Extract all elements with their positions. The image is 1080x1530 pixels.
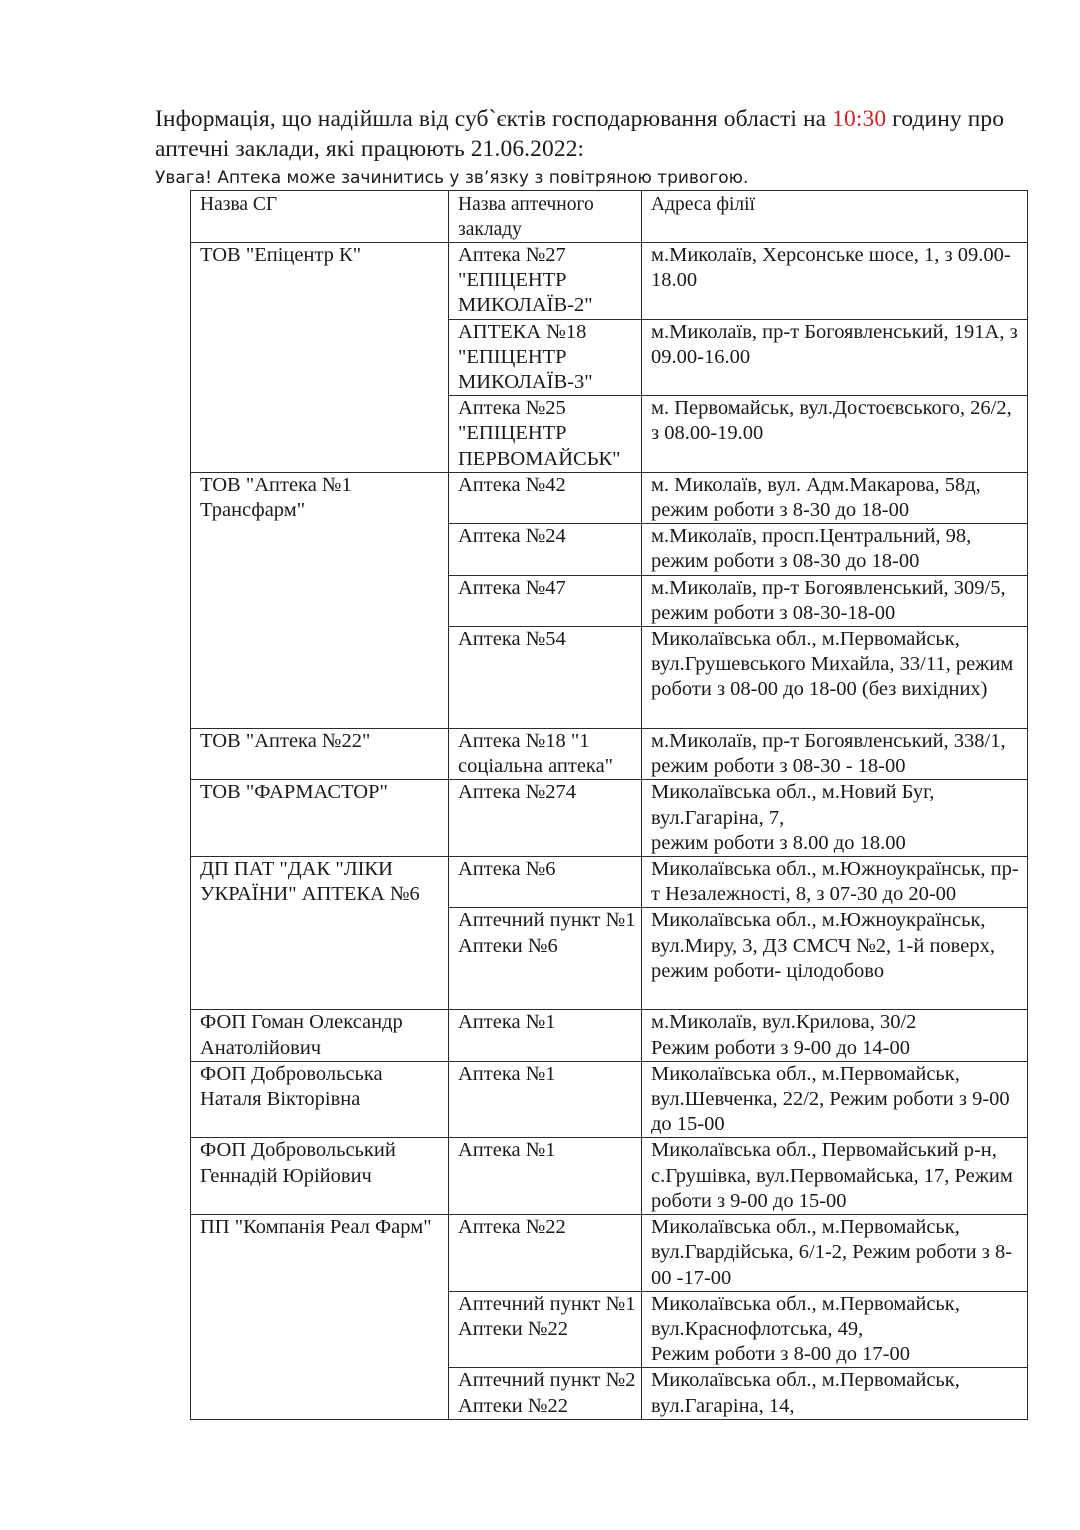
subject-name-cell: ПП "Компанія Реал Фарм" xyxy=(191,1215,449,1420)
subject-name-cell: ТОВ "Епіцентр К" xyxy=(191,243,449,473)
pharmacy-name-cell: Аптечний пункт №1 Аптеки №6 xyxy=(449,908,642,1010)
subject-name-cell: ТОВ "ФАРМАСТОР" xyxy=(191,780,449,857)
header-subject: Назва СГ xyxy=(191,191,449,243)
pharmacy-name-cell: Аптека №54 xyxy=(449,627,642,729)
branch-address-cell: Миколаївська обл., м.Новий Буг, вул.Гагаріна, 7, режим роботи з 8.00 до 18.00 xyxy=(642,780,1028,857)
branch-address-cell: м.Миколаїв, пр-т Богоявленський, 338/1, режим роботи з 08-30 - 18-00 xyxy=(642,729,1028,780)
table-row xyxy=(191,1138,1028,1215)
pharmacy-name-cell: Аптека №47 xyxy=(449,575,642,626)
table-row xyxy=(191,243,1028,320)
subject-name-cell: ТОВ "Аптека №1 Трансфарм" xyxy=(191,472,449,728)
table-row xyxy=(191,857,1028,908)
branch-address-cell: Миколаївська обл., м.Первомайськ, вул.Гагаріна, 14, xyxy=(642,1368,1028,1419)
pharmacy-name-cell: Аптека №24 xyxy=(449,524,642,575)
table-body xyxy=(191,243,1028,1420)
branch-address-cell: м.Миколаїв, пр-т Богоявленський, 309/5, режим роботи з 08-30-18-00 xyxy=(642,575,1028,626)
heading-time: 10:30 xyxy=(832,106,887,132)
branch-address-cell: м. Миколаїв, вул. Адм.Макарова, 58д, режим роботи з 8-30 до 18-00 xyxy=(642,472,1028,523)
branch-address-cell: м.Миколаїв, пр-т Богоявленський, 191А, з 09.00-16.00 xyxy=(642,319,1028,396)
table-row xyxy=(191,729,1028,780)
pharmacy-name-cell: Аптека №27 "ЕПІЦЕНТР МИКОЛАЇВ-2" xyxy=(449,243,642,320)
table-row xyxy=(191,1215,1028,1292)
branch-address-cell: Миколаївська обл., м.Первомайськ, вул.Гвардійська, 6/1-2, Режим роботи з 8-00 -17-00 xyxy=(642,1215,1028,1292)
branch-address-cell: м.Миколаїв, вул.Крилова, 30/2 Режим роботи з 9-00 до 14-00 xyxy=(642,1010,1028,1061)
heading-text-start: Інформація, що надійшла від суб`єктів господарювання області на xyxy=(155,106,833,132)
branch-address-cell: Миколаївська обл., м.Южноукраїнськ, вул.Миру, 3, ДЗ СМСЧ №2, 1-й поверх, режим роботи- цілодобово xyxy=(642,908,1028,1010)
heading-text-end: годину про аптечні заклади, які працюють 21.06.2022: xyxy=(155,106,1005,162)
branch-address-cell: Миколаївська обл., Первомайський р-н, с.Грушівка, вул.Первомайська, 17, Режим роботи з 9-00 до 15-00 xyxy=(642,1138,1028,1215)
pharmacy-name-cell: Аптечний пункт №1 Аптеки №22 xyxy=(449,1291,642,1368)
air-raid-warning: Увага! Аптека може зачинитись у зв’язку з повітряною тривогою. xyxy=(155,168,749,188)
table-row xyxy=(191,1061,1028,1138)
header-pharmacy-name: Назва аптечного закладу xyxy=(449,191,642,243)
pharmacy-name-cell: АПТЕКА №18 "ЕПІЦЕНТР МИКОЛАЇВ-3" xyxy=(449,319,642,396)
pharmacy-name-cell: Аптека №25 "ЕПІЦЕНТР ПЕРВОМАЙСЬК" xyxy=(449,396,642,473)
pharmacy-table xyxy=(190,190,1028,1420)
table-row xyxy=(191,1010,1028,1061)
document-heading xyxy=(155,104,1035,164)
branch-address-cell: Миколаївська обл., м.Первомайськ, вул.Грушевського Михайла, 33/11, режим роботи з 08-00 до 18-00 (без вихідних) xyxy=(642,627,1028,729)
branch-address-cell: м.Миколаїв, Херсонське шосе, 1, з 09.00-18.00 xyxy=(642,243,1028,320)
pharmacy-name-cell: Аптека №1 xyxy=(449,1138,642,1215)
pharmacy-name-cell: Аптека №42 xyxy=(449,472,642,523)
pharmacy-name-cell: Аптека №18 "1 соціальна аптека" xyxy=(449,729,642,780)
table-row xyxy=(191,472,1028,523)
pharmacy-name-cell: Аптека №1 xyxy=(449,1010,642,1061)
branch-address-cell: м. Первомайськ, вул.Достоєвського, 26/2, з 08.00-19.00 xyxy=(642,396,1028,473)
pharmacy-name-cell: Аптека №22 xyxy=(449,1215,642,1292)
header-address: Адреса філії xyxy=(642,191,1028,243)
table-row xyxy=(191,780,1028,857)
branch-address-cell: Миколаївська обл., м.Первомайськ, вул.Шевченка, 22/2, Режим роботи з 9-00 до 15-00 xyxy=(642,1061,1028,1138)
pharmacy-name-cell: Аптека №274 xyxy=(449,780,642,857)
pharmacy-name-cell: Аптека №6 xyxy=(449,857,642,908)
subject-name-cell: ФОП Добровольський Геннадій Юрійович xyxy=(191,1138,449,1215)
subject-name-cell: ДП ПАТ "ДАК "ЛІКИ УКРАЇНИ" АПТЕКА №6 xyxy=(191,857,449,1010)
table-header-row xyxy=(191,191,1028,243)
pharmacy-name-cell: Аптека №1 xyxy=(449,1061,642,1138)
pharmacy-name-cell: Аптечний пункт №2 Аптеки №22 xyxy=(449,1368,642,1419)
branch-address-cell: Миколаївська обл., м.Южноукраїнськ, пр-т Незалежності, 8, з 07-30 до 20-00 xyxy=(642,857,1028,908)
branch-address-cell: Миколаївська обл., м.Первомайськ, вул.Краснофлотська, 49, Режим роботи з 8-00 до 17-00 xyxy=(642,1291,1028,1368)
subject-name-cell: ТОВ "Аптека №22" xyxy=(191,729,449,780)
subject-name-cell: ФОП Добровольська Наталя Вікторівна xyxy=(191,1061,449,1138)
subject-name-cell: ФОП Гоман Олександр Анатолійович xyxy=(191,1010,449,1061)
branch-address-cell: м.Миколаїв, просп.Центральний, 98, режим роботи з 08-30 до 18-00 xyxy=(642,524,1028,575)
